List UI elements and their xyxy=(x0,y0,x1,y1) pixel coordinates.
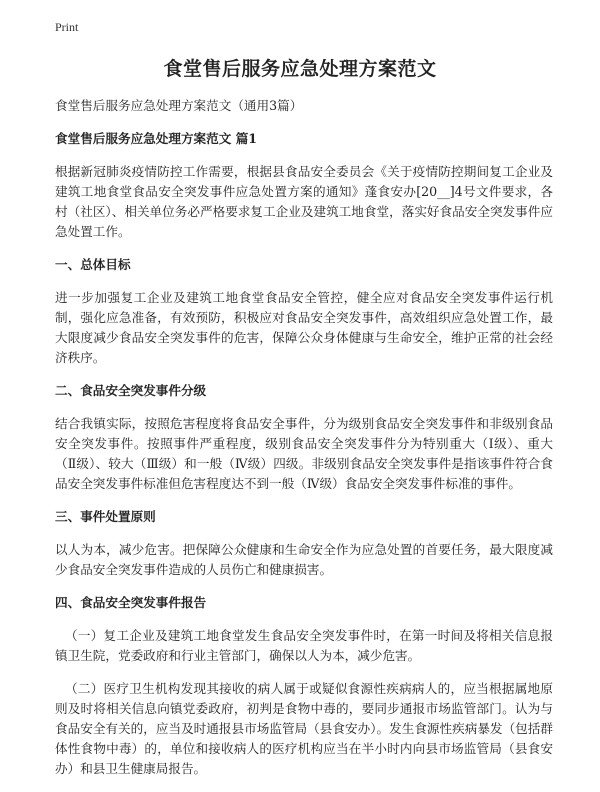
section-paragraph: 进一步加强复工企业及建筑工地食堂食品安全管控，健全应对食品安全突发事件运行机制，强化应急准备，有效预防，积极应对食品安全突发事件，高效组织应急处置工作，最大限度减少食品安全突发事件的危害，保障公众身体健康与生命安全，维护正常的社会经济秩序。 xyxy=(55,290,553,365)
page-title: 食堂售后服务应急处理方案范文 xyxy=(163,58,437,80)
section-heading-reporting: 四、食品安全突发事件报告 xyxy=(55,595,207,610)
intro-paragraph: 根据新冠肺炎疫情防控工作需要，根据县食品安全委员会《关于疫情防控期间复工企业及建筑工地食堂食品安全突发事件应急处置方案的通知》蓬食安办[20__]4号文件要求，各村（社区）、相关单位务必严格要求复工企业及建筑工地食堂，落实好食品安全突发事件应急处置工作。 xyxy=(55,164,553,239)
section-heading-goals: 一、总体目标 xyxy=(55,257,131,272)
article-title: 食堂售后服务应急处理方案范文 篇1 xyxy=(55,131,258,146)
section-heading-principles: 三、事件处置原则 xyxy=(55,509,156,524)
section-paragraph: （二）医疗卫生机构发现其接收的病人属于或疑似食源性疾病病人的，应当根据属地原则及时将相关信息向镇党委政府，初判是食物中毒的，要同步通报市场监管部门。认为与食品安全有关的，应当及时通报县市场监管局（县食安办）。发生食源性疾病暴发（包括群体性食物中毒）的，单位和接收病人的医疗机构应当在半小时内向县市场监管局（县食安办）和县卫生健康局报告。 xyxy=(55,681,553,776)
document-body xyxy=(55,96,553,792)
section-paragraph: （一）复工企业及建筑工地食堂发生食品安全突发事件时，在第一时间及将相关信息报镇卫生院，党委政府和行业主管部门，确保以人为本，减少危害。 xyxy=(55,628,553,663)
section-paragraph: 以人为本，减少危害。把保障公众健康和生命安全作为应急处置的首要任务，最大限度减少食品安全突发事件造成的人员伤亡和健康损害。 xyxy=(55,542,553,577)
section-paragraph: 结合我镇实际，按照危害程度将食品安全事件，分为级别食品安全突发事件和非级别食品安全突发事件。按照事件严重程度，级别食品安全突发事件分为特别重大（Ⅰ级）、重大（Ⅱ级）、较大（Ⅲ级）和一般（Ⅳ级）四级。非级别食品安全突发事件是指该事件符合食品安全突发事件标准但危害程度达不到一般（Ⅳ级）食品安全突发事件标准的事件。 xyxy=(55,416,553,491)
subtitle: 食堂售后服务应急处理方案范文（通用3篇） xyxy=(55,98,303,113)
section-heading-classification: 二、食品安全突发事件分级 xyxy=(55,383,207,398)
print-label[interactable]: Print xyxy=(55,20,79,34)
